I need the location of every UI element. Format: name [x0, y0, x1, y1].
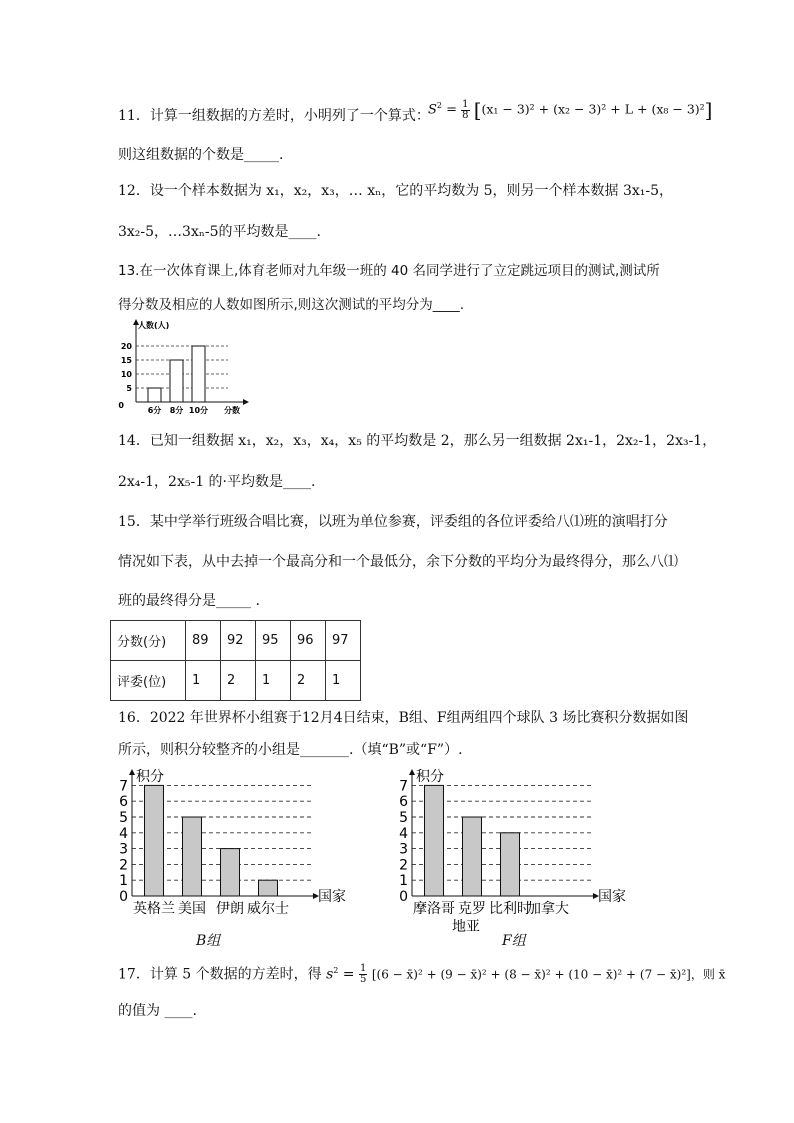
q11-formula-body: (x₁ − 3)² + (x₂ − 3)² + L + (x₈ − 3)² [481, 101, 705, 117]
q12-line1: 12．设一个样本数据为 x₁，x₂，x₃，… xₙ，它的平均数为 5，则另一个样本数据 3x₁-5， [118, 183, 674, 199]
bar [183, 817, 202, 896]
table-row1-head: 分数(分) [111, 621, 186, 661]
chart-group-b [112, 764, 362, 936]
q11-text: 11．计算一组数据的方差时，小明列了一个算式： [118, 108, 430, 124]
q17-formula: [(6 − x̄)² + (9 − x̄)² + (8 − x̄)² + (10 − x̄)² + (7 − x̄)²]，则 x̄ [371, 967, 726, 982]
q17-text: 17．计算 5 个数据的方差时，得 [118, 966, 322, 983]
y-tick-label: 7 [399, 778, 408, 795]
bar [259, 880, 278, 896]
bar [221, 849, 240, 896]
bar [145, 785, 164, 896]
chartB-xlabel: 国家 [318, 889, 346, 905]
bar [170, 360, 183, 402]
y-tick-label: 0 [399, 889, 408, 905]
bar [501, 833, 520, 896]
chartB-ylabel: 积分 [136, 769, 164, 785]
table-cell: 1 [256, 661, 291, 701]
y-tick-label: 3 [399, 841, 408, 858]
table-cell: 1 [326, 661, 361, 701]
y-tick-label: 4 [119, 825, 128, 842]
score-table [110, 620, 361, 701]
q11-formula: $S^2 = 1$ 8 [(x₁ − 3)² + (x₂ − 3)² + L + (x₈ − 3)²] [428, 98, 713, 122]
chartF-xlabel: 国家 [598, 889, 626, 905]
table-row [111, 621, 361, 661]
q15-line3: 班的最终得分是_____ . [118, 593, 260, 609]
table-cell: 95 [256, 621, 291, 661]
y-tick-label: 1 [399, 873, 408, 890]
y-tick-label: 3 [119, 841, 128, 858]
y-tick-label: 6 [399, 794, 408, 811]
x-tick-label: 克罗 [458, 901, 486, 917]
y-tick-label: 15 [120, 356, 132, 365]
table-cell: 96 [291, 621, 326, 661]
q16-line2: 所示，则积分较整齐的小组是_______.（填“B”或“F”）. [118, 742, 463, 758]
chart13-xlabel: 分数 [224, 406, 240, 415]
q11-cont: 则这组数据的个数是_____. [118, 147, 284, 163]
q12-line2: 3x₂-5，…3xₙ-5的平均数是____. [118, 224, 321, 240]
x-tick-label: 英格兰 [133, 901, 175, 917]
q13-line2: 得分数及相应的人数如图所示,则这次测试的平均分为____. [118, 297, 465, 313]
x-tick-label: 伊朗 [216, 901, 244, 917]
q17-fraction: 1 5 [360, 963, 367, 986]
table-cell: 92 [221, 621, 256, 661]
y-tick-label: 1 [119, 873, 128, 890]
y-tick-label: 0 [118, 401, 124, 410]
chartF-ylabel: 积分 [416, 769, 444, 785]
y-tick-label: 2 [119, 857, 128, 874]
y-tick-label: 10 [120, 370, 132, 379]
table-row2-head: 评委(位) [111, 661, 186, 701]
x-tick-label: 摩洛哥 [413, 901, 455, 917]
table-cell: 97 [326, 621, 361, 661]
table-cell: 2 [221, 661, 256, 701]
x-tick-label: 10分 [188, 406, 209, 415]
q16-line1: 16．2022 年世界杯小组赛于12月4日结束，B组、F组两组四个球队 3 场比赛积分数据如图 [118, 710, 689, 726]
y-tick-label: 4 [399, 825, 408, 842]
x-tick-label: 威尔士 [247, 901, 289, 917]
q11-formula-lhs: S [428, 102, 437, 118]
y-tick-label: 0 [119, 889, 128, 905]
y-tick-label: 5 [399, 810, 408, 826]
q15-line1: 15．某中学举行班级合唱比赛，以班为单位参赛，评委组的各位评委给八⑴班的演唱打分 [118, 514, 668, 530]
chartF-caption: F组 [502, 933, 526, 949]
chart-group-f [392, 764, 642, 936]
q17-cont: 的值为 ____. [118, 1003, 197, 1019]
q14-line1: 14．已知一组数据 x₁，x₂，x₃，x₄，x₅ 的平均数是 2，那么另一组数据 2x₁-1，2x₂-1，2x₃-1， [118, 433, 717, 449]
y-tick-label: 6 [119, 794, 128, 811]
table-cell: 1 [186, 661, 221, 701]
chartF-xtick-line2: 地亚 [452, 919, 480, 935]
q13-line1: 13.在一次体育课上,体育老师对九年级一班的 40 名同学进行了立定跳远项目的测试,测试所 [118, 263, 660, 279]
y-tick-label: 5 [119, 810, 128, 826]
y-tick-label: 20 [120, 342, 132, 351]
q17-line: 17．计算 5 个数据的方差时，得 $s^2 = 1$ 5 [(6 − x̄)² + (9 − x̄)² + (8 − x̄)² + (10 − x̄)² + (7 − x̄)²]，则 x̄ [118, 963, 726, 986]
chartB-caption: B组 [196, 933, 221, 949]
table-row [111, 661, 361, 701]
y-tick-label: 7 [119, 778, 128, 795]
bar [463, 817, 482, 896]
table-cell: 89 [186, 621, 221, 661]
bar [425, 785, 444, 896]
y-tick-label: 5 [126, 384, 132, 393]
table-cell: 2 [291, 661, 326, 701]
q14-line2: 2x₄-1，2x₅-1 的·平均数是____. [118, 474, 316, 490]
x-tick-label: 加拿大 [527, 901, 569, 917]
x-tick-label: 美国 [178, 901, 206, 917]
x-tick-label: 比利时 [489, 901, 531, 917]
x-tick-label: 8分 [169, 406, 184, 415]
y-tick-label: 2 [399, 857, 408, 874]
chart13-ylabel: 人数(人) [138, 321, 170, 330]
bar [148, 388, 161, 402]
x-tick-label: 6分 [147, 406, 162, 415]
q15-line2: 情况如下表，从中去掉一个最高分和一个最低分，余下分数的平均分为最终得分，那么八⑴ [118, 554, 678, 570]
bar [192, 346, 205, 402]
q11-fraction: 1 8 [462, 98, 469, 121]
chart-q13 [112, 316, 262, 420]
q11-line [118, 107, 430, 125]
